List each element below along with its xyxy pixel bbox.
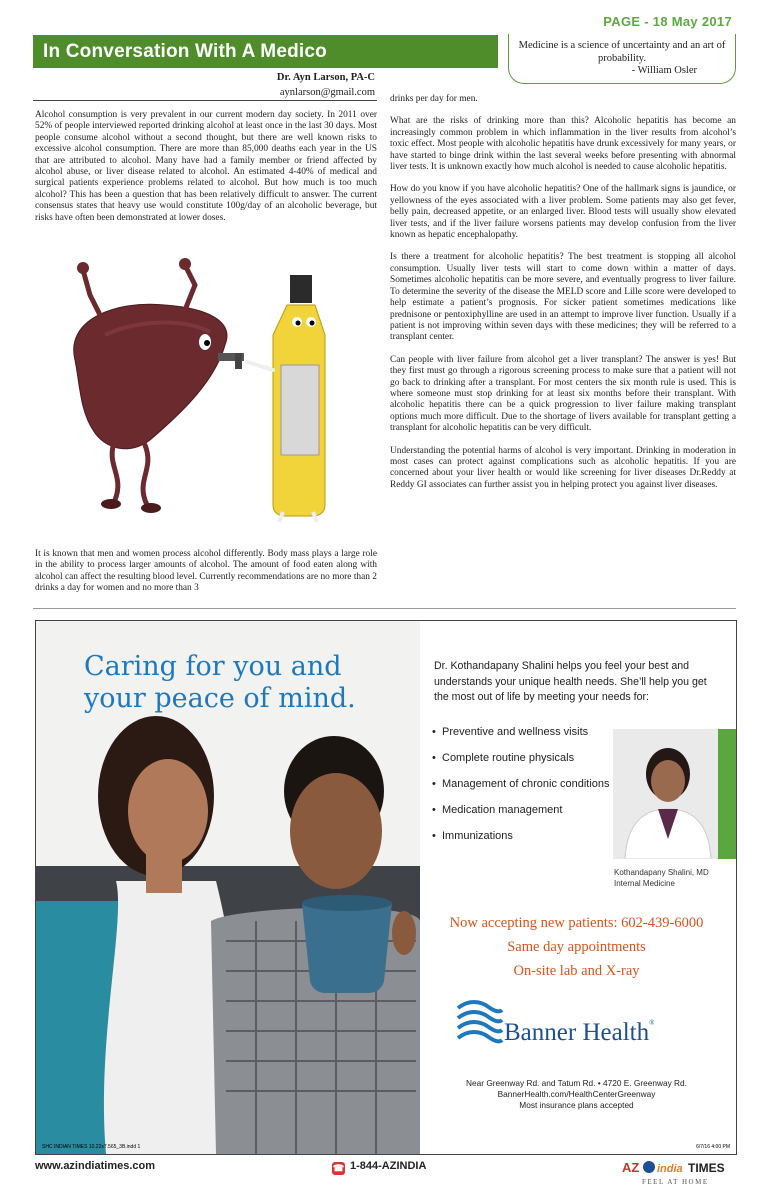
list-item: • Management of chronic conditions [432,777,612,791]
article-title: In Conversation With A Medico [33,35,498,68]
footer-phone[interactable] [332,1160,426,1175]
list-item: • Immunizations [432,829,612,843]
logo-times: TIMES [688,1161,725,1175]
paragraph: Is there a treatment for alcoholic hepatitis? The best treatment is stopping all alcohol consumption. Usually liver tests will start to come down within a matter of days. Sometimes alcoholic hepatitis can be more severe, and eventually progress to liver failure. To determine the severity of the disease the MELD score and Lille score were developed to help estimate a patient’s prognosis. For sicker patient sometimes medications like prednisone or pentoxiphylline are used in an attempt to improve liver function. Usually if a patient is not improving within seven days with these medicines; they will be referred to a transplant center. [390,252,736,343]
registered-mark: ® [649,1019,655,1027]
paragraph: What are the risks of drinking more than this? Alcoholic hepatitis has become an increasingly common problem in which inflammation in the liver results from alcohol’s toxic effect. Most people with alcoholic hepatitis have drunk excessively for many years, or have started to binge drink within the last several weeks before presenting with abnormal liver tests. It is unknown exactly how much alcohol is needed to cause alcoholic hepatitis. [390,116,736,173]
paragraph: It is known that men and women process alcohol differently. Body mass plays a large role in the ability to process larger amounts of alcohol. The amount of food eaten along with alcohol can affect the resulting blood level. Currently recommendations are no more than 2 drinks a day for women and no more than 3 [35,549,377,594]
article-column-left [35,110,377,235]
banner-health-advertisement[interactable] [35,620,737,1155]
liver-character-icon [74,258,227,513]
accepting-patients[interactable]: Now accepting new patients: 602-439-6000 [449,915,704,931]
quote-attribution: - William Osler [631,65,697,76]
list-item: • Preventive and wellness visits [432,725,612,739]
az-india-times-logo-icon [622,1157,734,1187]
bottle-character-icon [247,275,325,522]
byline-divider [33,100,377,101]
logo-tagline: FEEL AT HOME [642,1178,709,1186]
doctor-specialty: Internal Medicine [614,879,675,888]
doctor-name: Kothandapany Shalini, MD [614,868,709,877]
paragraph: Alcohol consumption is very prevalent in our current modern day society. In 2011 over 52% of people interviewed reported drinking alcohol at least once in the last 30 days. Most people consume alcohol without a second thought, but there are well known risks to excessive alcohol consumption. There are more than 85,000 deaths each year in the US that are attributed to alcohol. Many have had a family member or friend affected by alcohol abuse, or liver disease related to alcohol. An estimated 4-40% of medical and surgical patients experience problems related to alcohol. But how much is too much alcohol? This has been a question that has been relatively difficult to answer. The current consensus states that heavy use would constitute 100g/day of an alcoholic beverage, but risks have often been demonstrated at lower doses. [35,110,377,223]
paragraph: How do you know if you have alcoholic hepatitis? One of the hallmark signs is jaundice, or yellowness of the eyes associated with a liver problem. Some patients may also get fever, belly pain, decreased appetite, or an enlarged liver. Blood tests will usually show elevated liver tests, and if the liver failure worsens patients may develop confusion from the liver known as hepatic encephalopathy. [390,184,736,241]
brand-name: Banner Health [504,1019,650,1046]
page-date-header: PAGE - 18 May 2017 [603,14,732,29]
pistol-icon [218,353,244,369]
article-column-left-continued [35,549,377,606]
onsite-lab: On-site lab and X-ray [513,963,640,979]
author-name: Dr. Ayn Larson, PA-C [276,72,375,83]
logo-az: AZ [622,1160,640,1175]
section-divider [33,608,736,609]
doctor-caption [614,867,734,889]
quote-text: Medicine is a science of uncertainty and an art of probability. [518,40,726,64]
services-list [432,725,612,855]
phone-number: 1-844-AZINDIA [350,1160,427,1172]
paragraph: Understanding the potential harms of alcohol is very important. Drinking in moderation in most cases can protect against complications such as alcoholic hepatitis. If you are concerned about your liver health or would like screening for liver diseases Dr.Reddy at Reddy GI associates can further assist you in helping protect you against liver diseases. [390,445,736,490]
footer-website-link[interactable]: www.azindiatimes.com [35,1160,156,1172]
list-item: • Complete routine physicals [432,751,612,765]
logo-india: india [657,1163,683,1175]
address-line: Near Greenway Rd. and Tatum Rd. • 4720 E. Greenway Rd. [466,1078,687,1088]
print-timestamp: 6/7/16 4:00 PM [696,1144,730,1150]
ad-website[interactable]: BannerHealth.com/HealthCenterGreenway [497,1089,656,1099]
ad-offers [416,911,737,983]
banner-health-wordmark [504,1019,654,1047]
ad-intro: Dr. Kothandapany Shalini helps you feel your best and understands your unique health needs. She’ll help you get the most out of life by meeting your needs for: [434,660,707,703]
list-item: • Medication management [432,803,612,817]
liver-and-bottle-illustration [35,250,377,525]
ad-headline: Caring for you and your peace of mind. [84,651,356,714]
insurance-note: Most insurance plans accepted [519,1100,634,1110]
phone-icon: ☎ [332,1163,345,1173]
author-email[interactable]: aynlarson@gmail.com [279,87,375,98]
print-slug: SHC INDIAN TIMES 10.22x7.565_3B.indd 1 [42,1144,141,1150]
article-column-right [390,94,736,502]
accent-bar [718,729,737,859]
ad-address [416,1078,737,1111]
same-day-appointments: Same day appointments [507,939,646,955]
paragraph: drinks per day for men. [390,94,478,104]
paragraph: Can people with liver failure from alcohol get a liver transplant? The answer is yes! But they first must go through a rigorous screening process to make sure that a patient will not go back to drinking after a transplant. For most centers the six month rule is used. This is where someone must stop drinking for at least six months before their transplant. With alcoholic hepatitis there can be a quick progression to liver failure making transplant options much more difficult. Due to the shortage of livers available for transplant getting a transplant for alcoholic hepatitis can be very difficult. [390,354,736,434]
pull-quote-box [508,34,736,84]
